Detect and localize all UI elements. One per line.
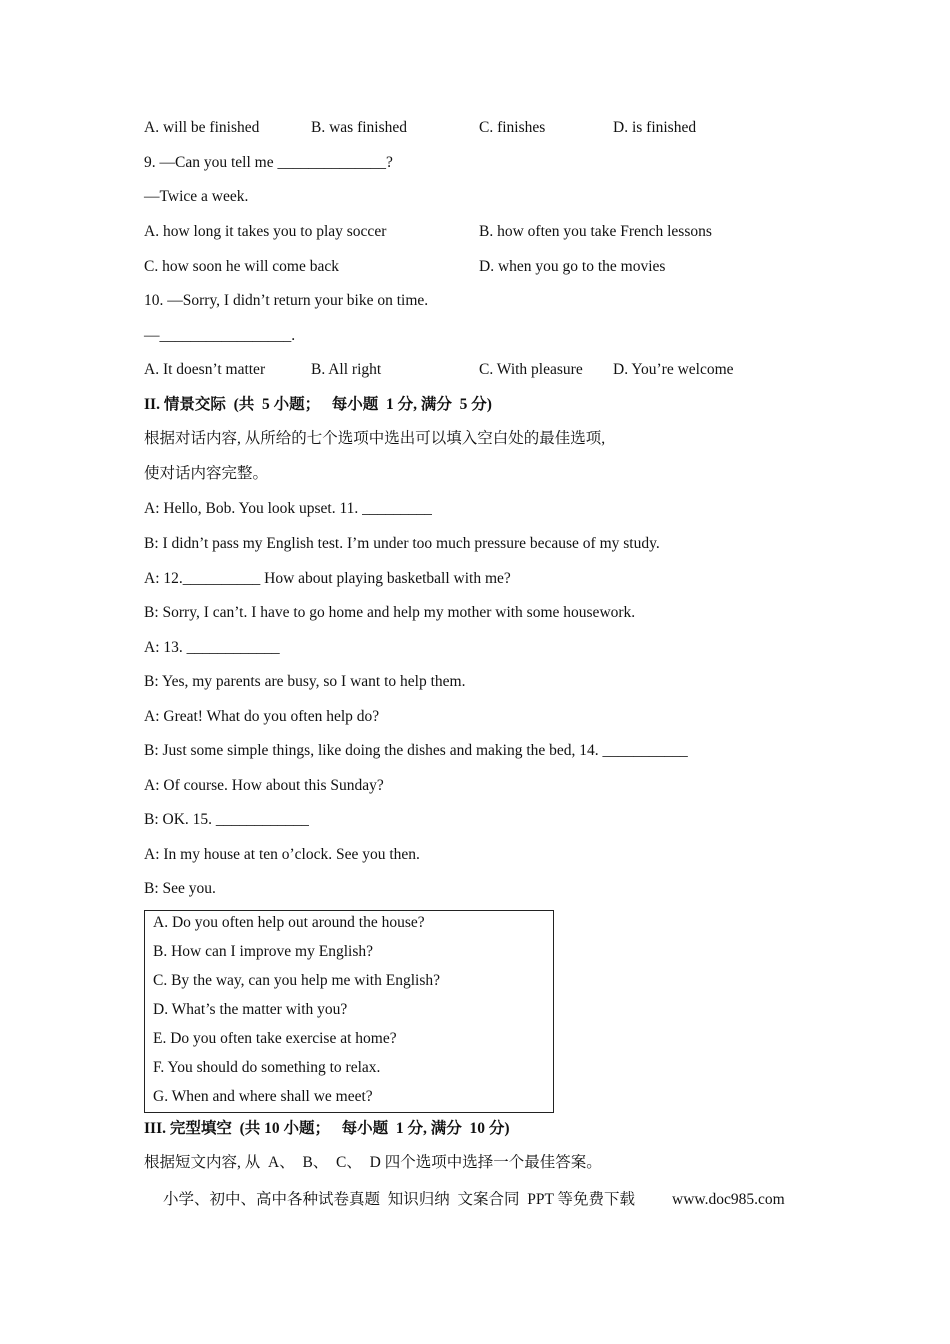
- section2-heading: II. 情景交际 (共 5 小题； 每小题 1 分, 满分 5 分): [144, 396, 492, 413]
- dialogue-line: B: OK. 15. ____________: [144, 811, 309, 828]
- dialogue-line: A: In my house at ten o’clock. See you then.: [144, 846, 420, 863]
- q9-option-c: C. how soon he will come back: [144, 258, 340, 275]
- q10-option-b: B. All right: [311, 361, 382, 378]
- q9-answer: —Twice a week.: [144, 188, 249, 205]
- dialogue-line: A: Great! What do you often help do?: [144, 708, 380, 725]
- dialogue-line: A: 13. ____________: [144, 639, 280, 656]
- footer-url[interactable]: www.doc985.com: [672, 1191, 785, 1208]
- section2-instruction-line2: 使对话内容完整。: [144, 465, 269, 482]
- dialogue-line: B: Just some simple things, like doing the dishes and making the bed, 14. ___________: [144, 742, 688, 759]
- q9-option-b: B. how often you take French lessons: [479, 223, 712, 240]
- dialogue-line: B: I didn’t pass my English test. I’m under too much pressure because of my study.: [144, 535, 660, 552]
- q10-option-a: A. It doesn’t matter: [144, 361, 266, 378]
- q9-question: 9. —Can you tell me ______________?: [144, 154, 393, 171]
- q10-question: 10. —Sorry, I didn’t return your bike on time.: [144, 292, 429, 309]
- choice-item: D. What’s the matter with you?: [153, 1001, 348, 1018]
- choices-box: [144, 910, 554, 1113]
- q8-option-b: B. was finished: [311, 119, 408, 136]
- dialogue-line: A: Hello, Bob. You look upset. 11. _________: [144, 500, 432, 517]
- section2-instruction-line1: 根据对话内容, 从所给的七个选项中选出可以填入空白处的最佳选项,: [144, 430, 606, 447]
- q9-option-d: D. when you go to the movies: [479, 258, 666, 275]
- q10-answer: —_________________.: [144, 327, 296, 344]
- q8-option-d: D. is finished: [613, 119, 697, 136]
- choice-item: B. How can I improve my English?: [153, 943, 373, 960]
- q8-option-c: C. finishes: [479, 119, 546, 136]
- dialogue-line: B: Yes, my parents are busy, so I want to help them.: [144, 673, 466, 690]
- q10-option-d: D. You’re welcome: [613, 361, 734, 378]
- choice-item: G. When and where shall we meet?: [153, 1088, 373, 1105]
- q9-option-a: A. how long it takes you to play soccer: [144, 223, 387, 240]
- choice-item: F. You should do something to relax.: [153, 1059, 381, 1076]
- dialogue-line: B: Sorry, I can’t. I have to go home and help my mother with some housework.: [144, 604, 636, 621]
- section3-heading: III. 完型填空 (共 10 小题； 每小题 1 分, 满分 10 分): [144, 1120, 510, 1137]
- choice-item: C. By the way, can you help me with English?: [153, 972, 440, 989]
- dialogue-line: A: 12.__________ How about playing basketball with me?: [144, 570, 511, 587]
- q10-option-c: C. With pleasure: [479, 361, 583, 378]
- footer-text: 小学、初中、高中各种试卷真题 知识归纳 文案合同 PPT 等免费下载: [163, 1191, 636, 1208]
- section3-instruction: 根据短文内容, 从 A、 B、 C、 D 四个选项中选择一个最佳答案。: [144, 1154, 602, 1171]
- choice-item: A. Do you often help out around the house?: [153, 914, 425, 931]
- choice-item: E. Do you often take exercise at home?: [153, 1030, 397, 1047]
- dialogue-line: A: Of course. How about this Sunday?: [144, 777, 384, 794]
- q8-option-a: A. will be finished: [144, 119, 260, 136]
- dialogue-line: B: See you.: [144, 880, 216, 897]
